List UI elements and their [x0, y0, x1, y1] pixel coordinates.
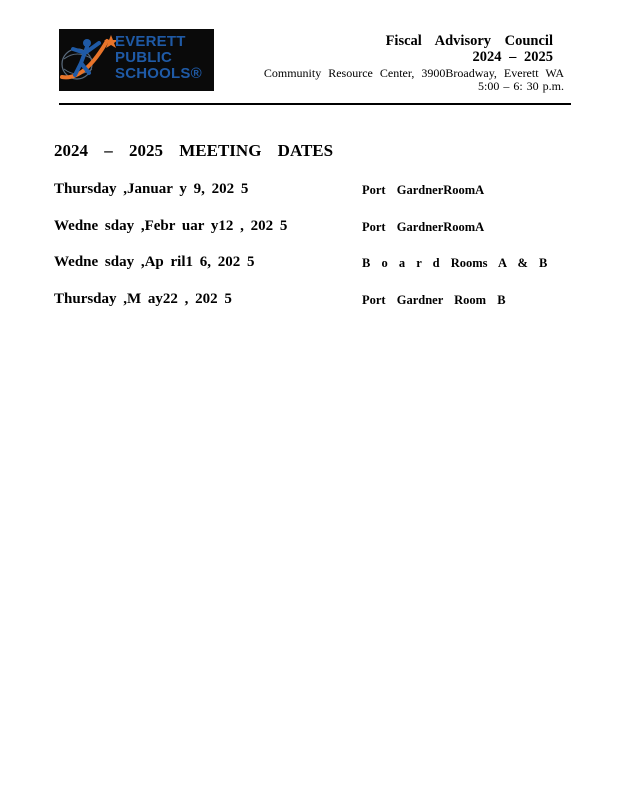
- meeting-room: B o a r d Rooms A & B: [362, 256, 548, 270]
- logo-line-3: SCHOOLS®: [115, 65, 202, 82]
- district-logo-emblem-icon: [59, 29, 119, 91]
- meeting-row: [54, 291, 574, 328]
- header-info: [264, 33, 564, 93]
- meeting-room: Port GardnerRoomA: [362, 219, 485, 234]
- meeting-row: [54, 181, 574, 218]
- council-title: Fiscal Advisory Council: [385, 33, 553, 49]
- meeting-address: Community Resource Center, 3900Broadway, Everett WA: [263, 66, 564, 80]
- meeting-row: [54, 218, 574, 255]
- meeting-list: [54, 181, 574, 327]
- header-divider: [59, 103, 571, 105]
- district-logo: [59, 29, 214, 91]
- section-title: 2024 – 2025 MEETING DATES: [54, 141, 334, 160]
- meeting-room: Port Gardner Room B: [362, 292, 506, 307]
- district-logo-wordmark: [115, 34, 214, 82]
- logo-line-2: PUBLIC: [115, 49, 173, 66]
- council-years: 2024 – 2025: [472, 49, 553, 65]
- meeting-date: Wedne sday ,Febr uar y12 , 202 5: [54, 217, 288, 234]
- logo-line-1: EVERETT: [115, 33, 186, 50]
- meeting-date: Thursday ,Januar y 9, 202 5: [54, 181, 249, 197]
- meeting-time: 5:00 – 6: 30 p.m.: [477, 79, 564, 93]
- meeting-row: [54, 254, 574, 291]
- meeting-room: Port GardnerRoomA: [362, 183, 485, 197]
- meeting-date: Wedne sday ,Ap ril1 6, 202 5: [54, 254, 255, 270]
- meeting-date: Thursday ,M ay22 , 202 5: [54, 290, 232, 307]
